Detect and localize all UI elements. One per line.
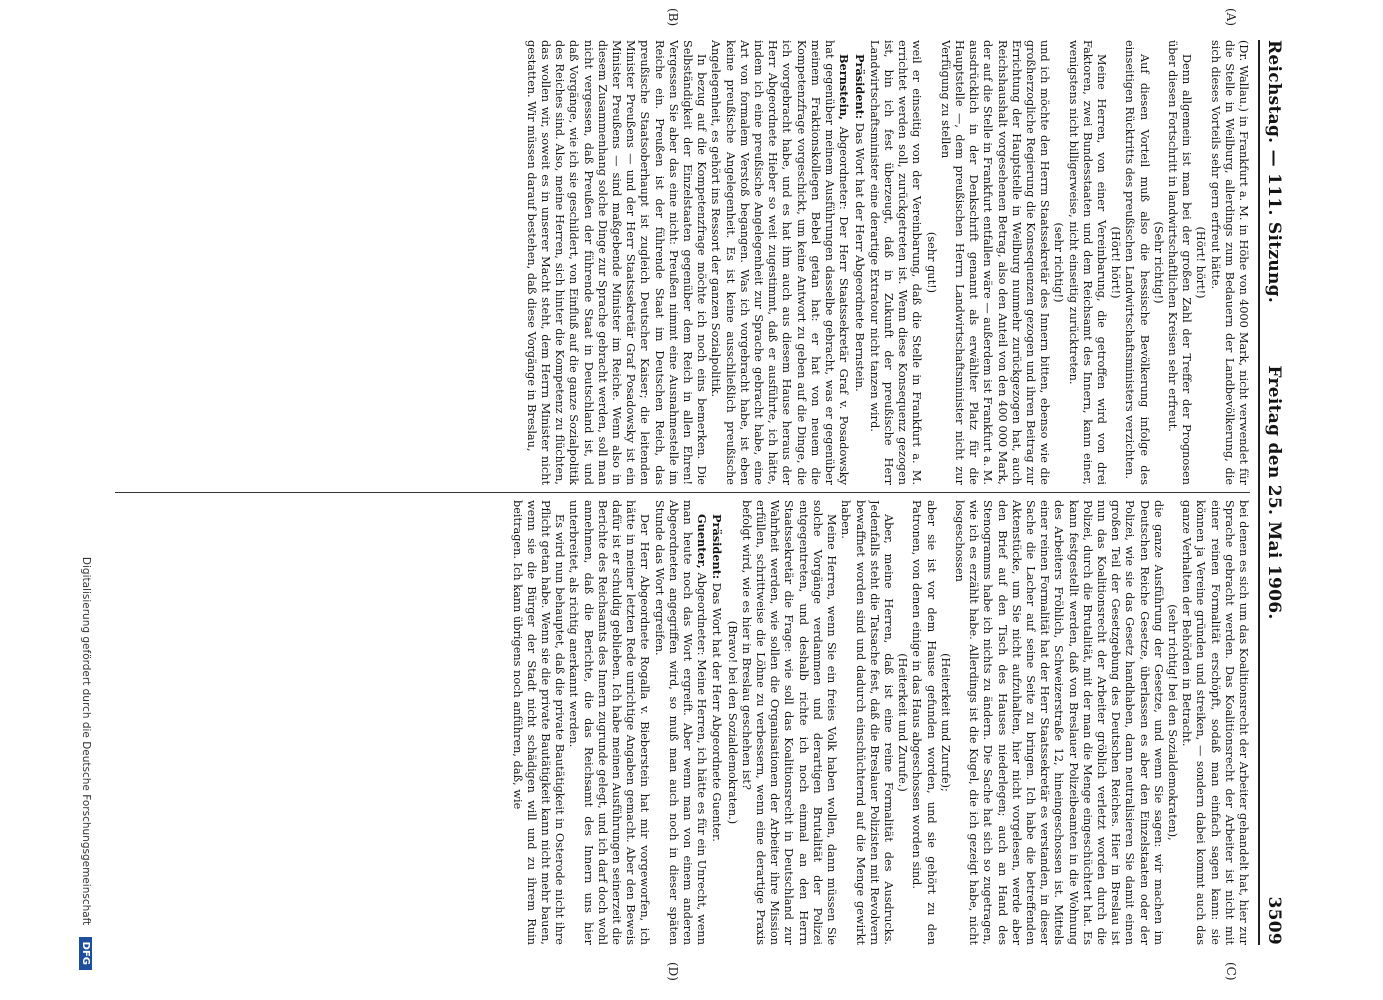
paragraph: Meine Herren, von einer Vereinbarung, die getroffen wird von drei Faktoren, zwei Bundesstaaten und dem Reichsamt des Innern, kann einer, wenigstens nicht billigerweise, nicht einseitig zurücktreten. bbox=[1066, 40, 1108, 485]
paragraph: Auf diesen Vorteil muß also die hessische Bevölkerung infolge des einseitigen Rücktritts des preußischen Landwirtschaftsministers verzichten. bbox=[1123, 40, 1151, 485]
interjection: (Heiterkeit und Zurufe); bbox=[938, 653, 952, 792]
speaker-name: Bernstein, bbox=[837, 54, 852, 121]
paragraph: Der Herr Abgeordnete Rogalla v. Bieberstein hat mir vorgeworfen, ich hätte in meiner letzten Rede unrichtige Angaben gemacht. Aber den Beweis dafür ist er schuldig geblieben. Ich habe meinen Ausführungen seinerzeit die Berichte des Reichsamts des Innern zugrunde gelegt, und ich darf doch wohl annehmen, daß die Berichte, die das Reichsamt des Innern uns hier unterbreitet, als richtig anerkannt werden. bbox=[567, 500, 652, 945]
paragraph: Es wird nun behauptet, daß die private Bautätigkeit in Osterode nicht ihre Pflicht getan habe. Wenn sie die private Bautätigkeit kann nicht mehr bauen, wenn sie die Bürger der Stadt nicht schädigen will und zu ihrem Ruin beitragen. Ich kann übrigens noch anführen, daß, wie bbox=[510, 500, 567, 945]
paragraph: bei denen es sich um das Koalitionsrecht der Arbeiter gehandelt hat, hier zur Sprache gebracht werden. Das Koalitionsrecht der Arbeiter ist nicht mit einer reinen Formalität erschöpft, sodaß man einfach sagen kann: sie können ja Vereine gründen und streiken, — sondern dabei kommt auch das ganze Verhalten der Behörden in Betracht. bbox=[1180, 500, 1250, 945]
speech-text: Das Wort hat der Herr Abgeordnete Guenter. bbox=[710, 582, 724, 842]
interjection: (Hört! hört!) bbox=[1194, 226, 1208, 299]
interjection: (sehr richtig! bei den Sozialdemokraten), bbox=[1165, 604, 1179, 841]
header-date: Freitag den 25. Mai 1906. bbox=[1264, 365, 1284, 620]
speech-text: Abgeordneter: Der Herr Staatssekretär Graf v. Posadowsky hat gegenüber meinem Ausführungen dasselbe gebracht, was er gegenüber meinem Fraktionskollegen Bebel getan hat: er hat von neuem die Kompetenzfrage vorgeschickt, um keine Antwort zu geben auf die Dinge, die ich vorgebracht habe, und es hat ihm auch aus diesem Hause heraus der Herr Abgeordnete Hieber so weit zugestimmt, daß er ausführte, ich hätte, indem ich eine preußische Angelegenheit zur Sprache gebracht habe, eine Art von formalem Verstoß begangen. Was ich vorgebracht habe, ist eben keine preußische Angelegenheit. Es ist keine ausschließlich preußische Angelegenheit, es gehört ins Ressort der ganzen Sozialpolitik. bbox=[709, 40, 851, 485]
speaker-paragraph bbox=[851, 40, 866, 485]
column-divider bbox=[115, 492, 1250, 493]
speaker-paragraph bbox=[709, 500, 724, 945]
dfg-logo: DFG bbox=[79, 937, 92, 970]
speaker-paragraph bbox=[708, 40, 851, 485]
paragraph: weil er einseitig von der Vereinbarung, daß die Stelle in Frankfurt a. M. errichtet werden soll, zurückgetreten ist. Wenn diese Konsequenz gezogen ist, bin ich fest überzeugt, daß in Zukunft der preußische Herr Landwirtschaftsminister eine derartige Extratour nicht tanzen wird. bbox=[867, 40, 924, 485]
margin-marker-c: (C) bbox=[1224, 962, 1238, 981]
margin-marker-b: (B) bbox=[666, 8, 680, 27]
paragraph: (Dr. Wallau.) in Frankfurt a. M. in Höhe von 4000 Mark, nicht verwendet für die Stelle in Weilburg, allerdings zum Bedauern der Landbevölkerung, die sich dieses Vorteils sehr gern erfreut hätte. bbox=[1208, 40, 1250, 485]
interjection: (sehr richtig!) bbox=[1052, 222, 1066, 303]
interjection: (Bravo! bei den Sozialdemokraten.) bbox=[725, 620, 739, 825]
speaker-name: Präsident: bbox=[710, 514, 725, 580]
interjection: (Hört! hört!) bbox=[1109, 226, 1123, 299]
digitization-note bbox=[79, 40, 92, 970]
paragraph: Denn allgemein ist man bei der großen Zahl der Treffer der Prognosen über diesen Fortschritt in landwirtschaftlichen Kreisen sehr erfreut. bbox=[1165, 40, 1194, 485]
interjection: (Sehr richtig!) bbox=[1151, 221, 1165, 304]
paragraph: und ich möchte den Herrn Staatssekretär des Innern bitten, ebenso wie die großherzogliche Regierung die Konsequenzen gezogen und ihren Beitrag zur Errichtung der Hauptstelle in Weilburg nunmehr zurückgezogen hat, auch Reichshaushalt vorgesehenen Betrag, also den Anteil von den 400 000 Mark, der auf die Stelle in Frankfurt entfallen wäre — außerdem ist Frankfurt a. M. ausdrücklich in der Denkschrift genannt als erwählter Platz für die Hauptstelle —, dem preußischen Herrn Landwirtschaftsminister nicht zur Verfügung zu stellen bbox=[938, 40, 1052, 485]
header-session: Reichstag. — 111. Sitzung. bbox=[1264, 40, 1284, 304]
paragraph: die ganze Ausführung der Gesetze, und wenn Sie sagen: wir machen im Deutschen Reiche Gesetze, überlassen es aber den Einzelstaaten oder der Polizei, wie sie das Gesetz handhaben, dann neutralisieren Sie damit einen großen Teil der Gesetzgebung des Deutschen Reiches. Hier in Breslau ist nun das Koalitionsrecht der Arbeiter gröblich verletzt worden durch die Polizei, durch die Brutalität, mit der man die Menge eingeschüchtert hat. Es kann festgestellt werden, daß von Breslauer Polizeibeamten in die Wohnung des Arbeiters Fröhlich, Schweizerstraße 12, hineingeschossen ist. Mittels einer reinen Formalität hat der Herr Staatssekretär es verstanden, in dieser Sache die Lacher auf seine Seite zu bringen. Ich habe die betreffenden Aktenstücke, um Sie nicht aufzuhalten, hier nicht vorgelesen, werde aber den Brief auf den Tisch des Hauses niederlegen; auch an Hand des Stenogramms habe ich nichts zu ändern. Die Sache hat sich so zugetragen, wie ich es erzählt habe. Allerdings ist die Kugel, die ich gezeigt habe, nicht losgeschossen bbox=[952, 500, 1165, 945]
speech-text: Abgeordneter: Meine Herren, ich hätte es für ein Unrecht, wenn man heute noch das Wort ergreift. Aber wenn man von einem anderen Abgeordneten angegriffen wird, so muß man auch noch in dieser späten Stunde das Wort ergreifen. bbox=[652, 500, 709, 945]
right-text-column bbox=[120, 500, 1250, 945]
interjection: (Heiterkeit und Zurufe.) bbox=[896, 653, 910, 792]
paragraph: In bezug auf die Kompetenzfrage möchte ich noch eins bemerken. Die Selbständigkeit der Einzelstaaten gegenüber dem Reich in allen Ehren! Vergessen Sie aber das eine nicht: Preußen nimmt eine Ausnahmestelle im Reiche ein. Preußen ist der führende Staat im Deutschen Reich, das preußische Staatsoberhaupt ist zugleich Deutscher Kaiser; die leitenden Minister Preußens — und der Herr Staatssekretär Graf Posadowsky ist ein Minister Preußens — sind maßgebende Minister im Reiche. Wenn also in diesem Zusammenhang solche Dinge zur Sprache gebracht werden, soll man nicht vergessen, daß Preußen der führende Staat in Deutschland ist, und daß Vorgänge, wie ich sie geschildert, von Einfluß auf die ganze Sozialpolitik des Reiches sind. Also, meine Herren, sich hinter die Kompetenz zu flüchten, das wollen wir, soweit es in unserer Macht steht, dem Herrn Minister nicht gestatten. Wir müssen darauf bestehen, daß diese Vorgänge in Breslau, bbox=[524, 40, 709, 485]
paragraph: Aber, meine Herren, daß ist eine reine Formalität des Ausdrucks. Jedenfalls steht die Tatsache fest, daß die Breslauer Polizisten mit Revolvern bewaffnet worden sind und dadurch einschüchternd auf die Menge gewirkt haben. bbox=[839, 500, 895, 945]
speech-text: Das Wort hat der Herr Abgeordnete Bernstein. bbox=[852, 122, 866, 392]
margin-marker-a: (A) bbox=[1224, 8, 1238, 27]
left-text-column bbox=[120, 40, 1250, 485]
speaker-name: Guenter, bbox=[695, 514, 710, 569]
speaker-paragraph bbox=[651, 500, 709, 945]
header-page-number: 3509 bbox=[1264, 896, 1284, 945]
margin-marker-d: (D) bbox=[666, 962, 680, 981]
digitization-text: Digitalisierung gefördert durch die Deutsche Forschungsgemeinschaft bbox=[80, 556, 92, 926]
paragraph: Meine Herren, wenn Sie ein freies Volk haben wollen, dann müssen Sie solche Vorgänge verdammen und derartigen Brutalität der Polizei entgegentreten, und deshalb richte ich noch einmal an den Herrn Staatssekretär die Frage: wie soll das Koalitionsrecht in Deutschland zur Wahrheit werden, wie sollen die Organisationen der Arbeiter ihre Mission erfüllen, schrittweise die Löhne zu verbessern, wenn eine derartige Praxis befolgt wird, wie es hier in Breslau geschehen ist? bbox=[739, 500, 839, 945]
interjection: (sehr gut!) bbox=[924, 231, 938, 294]
paragraph: aber sie ist vor dem Hause gefunden worden, und sie gehört zu den Patronen, von denen einige in das Haus abgeschossen worden sind. bbox=[910, 500, 938, 945]
page-header bbox=[1258, 40, 1288, 945]
speaker-name: Präsident: bbox=[852, 54, 867, 120]
